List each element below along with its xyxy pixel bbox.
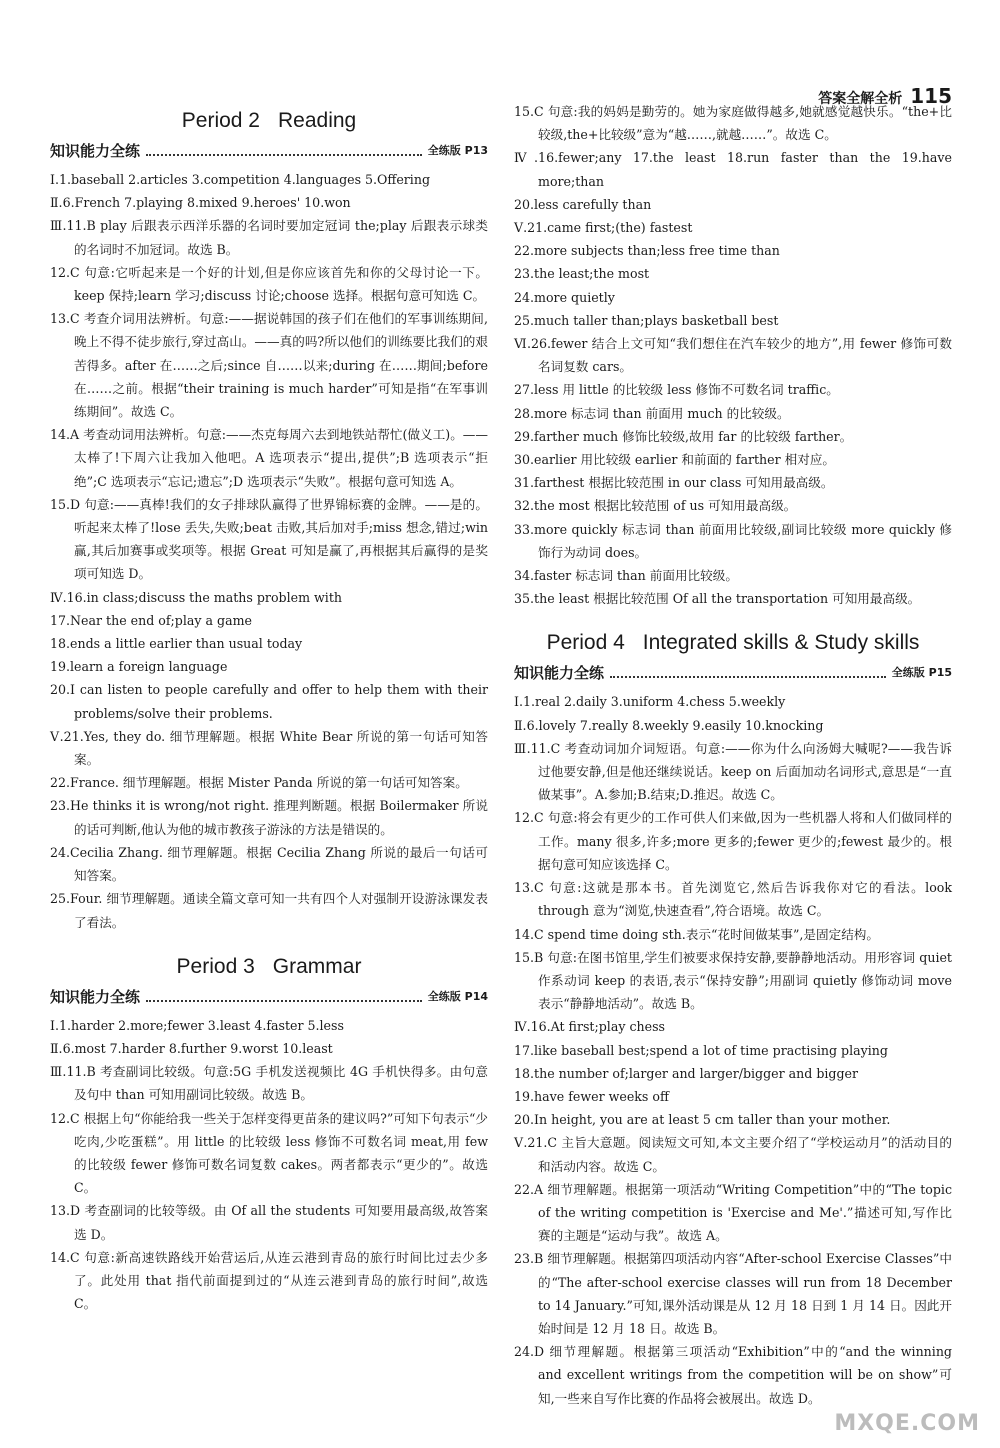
answer-item: 33.more quickly 标志词 than 前面用比较级,副词比较级 more quickly 修饰行为动词 does。 (514, 521, 952, 560)
answer-item: 13.C 考查介词用法辨析。句意:——据说韩国的孩子们在他们的军事训练期间,晚上不得不徒步旅行,穿过高山。——真的吗?所以他们的训练要比我们的艰苦得多。after 在……之后;since 自……以来;during 在……期间;before 在……之前。根据“their training is much harder”可知是指“在军事训练期间”。故选 C。 (50, 311, 488, 420)
period-2-number: Period 2 (181, 109, 260, 132)
period-4-name: Integrated skills & Study skills (642, 631, 920, 655)
answer-item: 29.farther much 修饰比较级,故用 far 的比较级 farther。 (514, 428, 853, 444)
period-4-answers (514, 690, 952, 1409)
answer-item: 25.much taller than;plays basketball best (514, 312, 779, 328)
period-2-name: Reading (277, 109, 357, 132)
page-number: 115 (910, 84, 952, 108)
answer-item: 14.C 句意:新高速铁路线开始营运后,从连云港到青岛的旅行时间比过去少多了。此处用 that 指代前面提到过的“从连云港到青岛的旅行时间”,故选 C。 (50, 1249, 488, 1312)
period-2-section-header (50, 140, 488, 162)
answer-item: 17.Near the end of;play a game (50, 612, 252, 628)
answer-item: 13.D 考查副词的比较等级。由 Of all the students 可知要用最高级,故答案选 D。 (50, 1203, 488, 1242)
answer-item: 13.C 句意:这就是那本书。首先浏览它,然后告诉我你对它的看法。look through 意为“浏览,快速查看”,符合语境。故选 C。 (514, 880, 952, 919)
answer-item: 17.like baseball best;spend a lot of time practising playing (514, 1042, 888, 1058)
period-4-number: Period 4 (546, 631, 625, 655)
section-label: 知识能力全练 (514, 664, 605, 683)
answer-item: 20.I can listen to people carefully and offer to help them with their problems/solve their problems. (50, 682, 488, 721)
answer-item: 24.Cecilia Zhang. 细节理解题。根据 Cecilia Zhang 所说的最后一句话可知答案。 (50, 844, 488, 884)
answer-item: Ⅳ.16.in class;discuss the maths problem with (50, 589, 343, 605)
section-ref: 全练版 P15 (891, 666, 952, 680)
answer-item: Ⅲ.11.B 考查副词比较级。句意:5G 手机发送视频比 4G 手机快得多。由句意及句中 than 可知用副词比较级。故选 B。 (50, 1064, 488, 1103)
answer-item: Ⅰ.1.real 2.daily 3.uniform 4.chess 5.weekly (514, 694, 786, 710)
section-label: 知识能力全练 (50, 987, 141, 1006)
answer-item: 22.more subjects than;less free time than (514, 243, 780, 259)
section-ref: 全练版 P14 (427, 989, 488, 1003)
period-3-section-header (50, 986, 488, 1008)
answer-item: Ⅱ.6.lovely 7.really 8.weekly 9.easily 10.knocking (514, 717, 824, 733)
right-column (514, 100, 952, 1410)
answer-item: 15.B 句意:在图书馆里,学生们被要求保持安静,要静静地活动。用形容词 quiet 作系动词 keep 的表语,表示“保持安静”;用副词 quietly 修饰动词 move 表示“静静地活动”。故选 B。 (514, 949, 952, 1012)
answer-item: 25.Four. 细节理解题。通读全篇文章可知一共有四个人对强制开设游泳课发表了看法。 (50, 891, 488, 930)
answer-item: 19.learn a foreign language (50, 659, 228, 675)
answer-item: Ⅰ.1.harder 2.more;fewer 3.least 4.faster 5.less (50, 1017, 344, 1033)
answer-item: 22.A 细节理解题。根据第一项活动“Writing Competition”中的“The topic of the writing competition is 'Exercise and Me'.”描述可知,写作比赛的主题是“运动与我”。故选 A。 (514, 1181, 952, 1244)
answer-item: 27.less 用 little 的比较级 less 修饰不可数名词 traffic。 (514, 382, 839, 398)
answer-item: 19.have fewer weeks off (514, 1088, 669, 1104)
dotted-leader (610, 676, 886, 678)
answer-item: 18.ends a little earlier than usual today (50, 636, 303, 652)
answer-item: Ⅳ.16.fewer;any 17.the least 18.run faster than the 19.have more;than (514, 150, 952, 189)
period-2-answers (50, 168, 488, 934)
answer-item: 20.less carefully than (514, 196, 652, 212)
answer-item: 12.C 句意:它听起来是一个好的计划,但是你应该首先和你的父母讨论一下。keep 保持;learn 学习;discuss 讨论;choose 选择。根据句意可知选 C。 (50, 264, 488, 304)
answer-item: Ⅱ.6.French 7.playing 8.mixed 9.heroes' 10.won (50, 195, 351, 211)
answer-item: 15.D 句意:——真棒!我们的女子排球队赢得了世界锦标赛的金牌。——是的。听起来太棒了!lose 丢失,失败;beat 击败,其后加对手;miss 想念,错过;win 赢,其后加赛事或奖项等。根据 Great 可知是赢了,再根据其后赢得的是奖项可知选 D。 (50, 496, 488, 582)
left-column (50, 100, 488, 1315)
dotted-leader (146, 154, 422, 156)
answer-item: 12.C 根据上句“你能给我一些关于怎样变得更苗条的建议吗?”可知下句表示“少吃肉,少吃蛋糕”。用 little 的比较级 less 修饰不可数名词 meat,用 few 的比较级 fewer 修饰可数名词复数 cakes。两者都表示“更少的”。故选 C。 (50, 1110, 488, 1196)
answer-item: 31.farthest 根据比较范围 in our class 可知用最高级。 (514, 475, 834, 491)
answer-item: 18.the number of;larger and larger/bigger and bigger (514, 1065, 859, 1081)
answer-item: Ⅲ.11.B play 后跟表示西洋乐器的名词时要加定冠词 the;play 后跟表示球类的名词时不加冠词。故选 B。 (50, 218, 488, 257)
answer-item: 28.more 标志词 than 前面用 much 的比较级。 (514, 405, 790, 421)
answer-item: 23.the least;the most (514, 266, 650, 282)
answer-item: 14.C spend time doing sth.表示“花时间做某事”,是固定结构。 (514, 926, 879, 942)
answer-item: Ⅴ.21.C 主旨大意题。阅读短文可知,本文主要介绍了“学校运动月”的活动目的和活动内容。故选 C。 (514, 1135, 952, 1174)
answer-item: 32.the most 根据比较范围 of us 可知用最高级。 (514, 498, 797, 514)
answer-item: 23.He thinks it is wrong/not right. 推理判断题。根据 Boilermaker 所说的话可判断,他认为他的城市教孩子游泳的方法是错误的。 (50, 798, 488, 837)
answer-item: 24.D 细节理解题。根据第三项活动“Exhibition”中的“and the winning and excellent writings from the competition will be on show”可知,一些来自写作比赛的作品将会被展出。故选 D。 (514, 1344, 952, 1406)
answer-item: 14.A 考查动词用法辨析。句意:——杰克每周六去到地铁站帮忙(做义工)。——太棒了!下周六让我加入他吧。A 选项表示“提出,提供”;B 选项表示“拒绝”;C 选项表示“忘记;遗忘”;D 选项表示“失败”。根据句意可知选 A。 (50, 427, 488, 489)
answer-item: 15.C 句意:我的妈妈是勤劳的。她为家庭做得越多,她就感觉越快乐。“the+比较级,the+比较级”意为“越……,就越……”。故选 C。 (514, 104, 952, 143)
watermark-logo: MXQE.COM (834, 1411, 980, 1436)
answer-item: Ⅱ.6.most 7.harder 8.further 9.worst 10.least (50, 1040, 333, 1056)
period-2-title (50, 106, 488, 136)
answer-item: 22.France. 细节理解题。根据 Mister Panda 所说的第一句话可知答案。 (50, 775, 468, 791)
period-3-answers-continued (514, 100, 952, 610)
answer-item: 23.B 细节理解题。根据第四项活动内容“After-school Exercise Classes”中的“The after-school exercise classes will run from 18 December to 14 January.”可知,课外活动课是从 12 月 18 日到 1 月 14 日。因此开始时间是 12 月 18 日。故选 B。 (514, 1251, 952, 1336)
answer-item: Ⅲ.11.C 考查动词加介词短语。句意:——你为什么向汤姆大喊呢?——我告诉过他要安静,但是他还继续说话。keep on 后面加动名词形式,意思是“一直做某事”。A.参加;B.结束;D.推迟。故选 C。 (514, 740, 952, 803)
section-label: 知识能力全练 (50, 142, 141, 160)
answer-item: Ⅴ.21.Yes, they do. 细节理解题。根据 White Bear 所说的第一句话可知答案。 (50, 728, 488, 768)
answer-item: 20.In height, you are at least 5 cm taller than your mother. (514, 1112, 891, 1128)
answer-item: 24.more quietly (514, 289, 615, 305)
answer-item: 35.the least 根据比较范围 Of all the transportation 可知用最高级。 (514, 591, 921, 607)
answer-item: Ⅴ.21.came first;(the) fastest (514, 220, 693, 236)
answer-item: Ⅵ.26.fewer 结合上文可知“我们想住在汽车较少的地方”,用 fewer 修饰可数名词复数 cars。 (514, 336, 952, 375)
section-ref: 全练版 P13 (427, 144, 488, 157)
period-3-number: Period 3 (176, 954, 255, 978)
period-3-title (50, 952, 488, 982)
dotted-leader (146, 1000, 422, 1002)
header-title: 答案全解全析 (818, 91, 903, 107)
period-4-title (514, 628, 952, 658)
answer-item: Ⅳ.16.At first;play chess (514, 1019, 665, 1035)
answer-item: 12.C 句意:将会有更少的工作可供人们来做,因为一些机器人将和人们做同样的工作。many 很多,许多;more 更多的;fewer 更少的;fewest 最少的。根据句意可知应该选择 C。 (514, 810, 952, 872)
period-4-section-header (514, 662, 952, 684)
period-3-answers (50, 1014, 488, 1316)
period-3-name: Grammar (272, 954, 362, 978)
answer-item: 30.earlier 用比较级 earlier 和前面的 farther 相对应。 (514, 452, 836, 468)
answer-item: Ⅰ.1.baseball 2.articles 3.competition 4.languages 5.Offering (50, 172, 431, 187)
answer-item: 34.faster 标志词 than 前面用比较级。 (514, 568, 738, 584)
